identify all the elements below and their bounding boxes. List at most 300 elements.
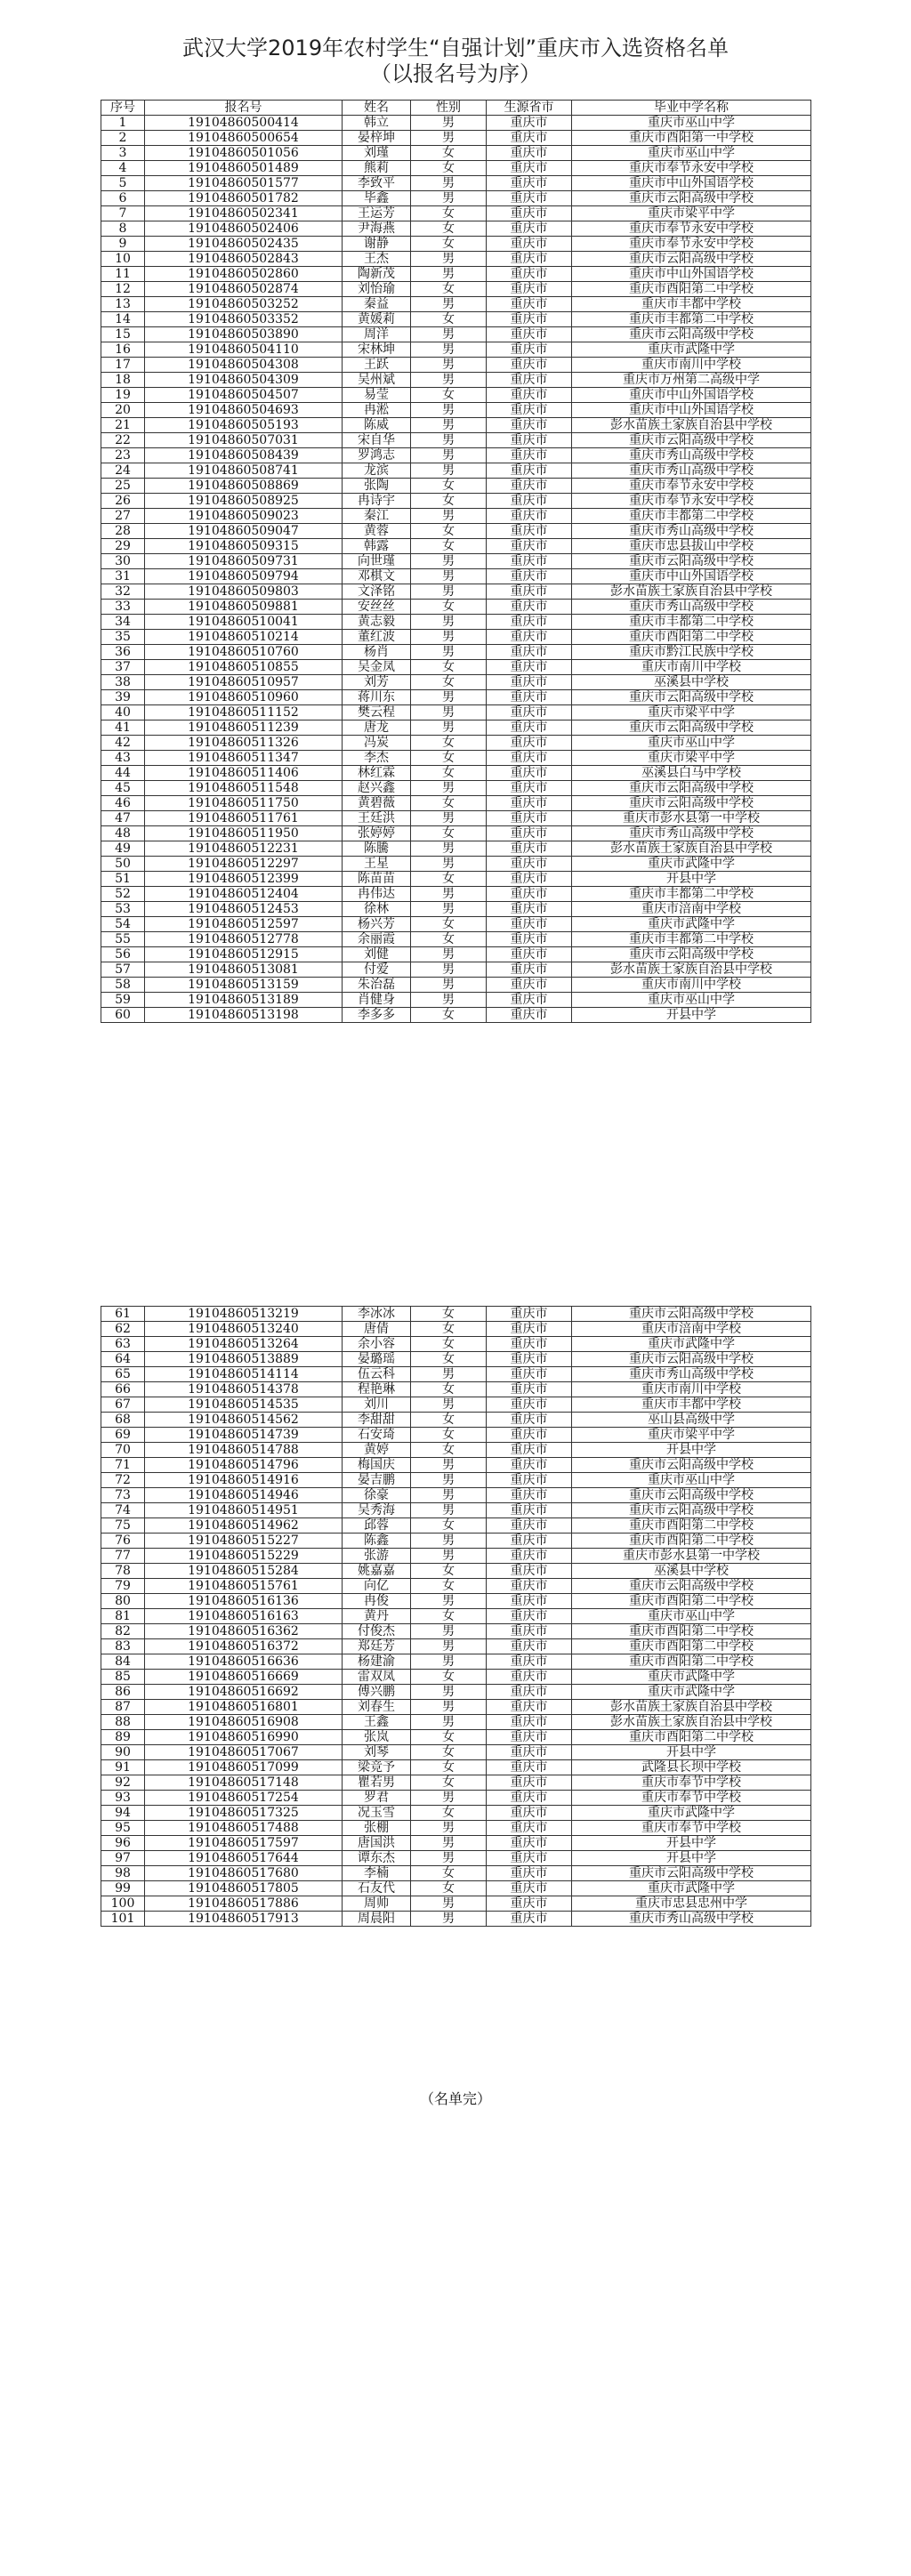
cell-index: 77 [101, 1549, 145, 1564]
cell-registration-number: 19104860502874 [145, 282, 343, 297]
cell-gender: 女 [411, 494, 487, 509]
cell-gender: 男 [411, 811, 487, 826]
cell-origin-province: 重庆市 [487, 1851, 572, 1866]
cell-graduating-school: 开县中学 [572, 1851, 811, 1866]
cell-gender: 男 [411, 690, 487, 705]
cell-index: 61 [101, 1307, 145, 1322]
table-row [101, 1791, 811, 1806]
cell-registration-number: 19104860513264 [145, 1337, 343, 1352]
table-row [101, 116, 811, 131]
cell-gender: 男 [411, 841, 487, 857]
cell-name: 李多多 [343, 1008, 411, 1023]
cell-origin-province: 重庆市 [487, 1473, 572, 1488]
cell-name: 郑廷芳 [343, 1639, 411, 1654]
cell-index: 24 [101, 463, 145, 479]
cell-origin-province: 重庆市 [487, 1821, 572, 1836]
cell-gender: 女 [411, 1413, 487, 1428]
cell-gender: 男 [411, 373, 487, 388]
cell-origin-province: 重庆市 [487, 1503, 572, 1518]
cell-name: 赵兴鑫 [343, 781, 411, 796]
cell-graduating-school: 重庆市武隆中学 [572, 1670, 811, 1685]
cell-index: 31 [101, 569, 145, 584]
cell-registration-number: 19104860511406 [145, 766, 343, 781]
cell-graduating-school: 重庆市梁平中学 [572, 705, 811, 720]
cell-registration-number: 19104860514114 [145, 1367, 343, 1382]
cell-graduating-school: 重庆市奉节中学校 [572, 1821, 811, 1836]
cell-gender: 男 [411, 1685, 487, 1700]
cell-origin-province: 重庆市 [487, 479, 572, 494]
list-end-note: （名单完） [419, 2090, 491, 2107]
cell-name: 付爱 [343, 962, 411, 978]
cell-origin-province: 重庆市 [487, 993, 572, 1008]
cell-graduating-school: 重庆市涪南中学校 [572, 1322, 811, 1337]
cell-origin-province: 重庆市 [487, 1564, 572, 1579]
cell-registration-number: 19104860512399 [145, 872, 343, 887]
cell-graduating-school: 重庆市云阳高级中学校 [572, 947, 811, 962]
cell-index: 74 [101, 1503, 145, 1518]
cell-index: 41 [101, 720, 145, 736]
cell-registration-number: 19104860516692 [145, 1685, 343, 1700]
table-row [101, 373, 811, 388]
cell-graduating-school: 重庆市丰都第二中学校 [572, 509, 811, 524]
cell-gender: 女 [411, 146, 487, 161]
table-row [101, 206, 811, 221]
cell-gender: 男 [411, 993, 487, 1008]
table-row [101, 857, 811, 872]
cell-graduating-school: 重庆市秀山高级中学校 [572, 448, 811, 463]
cell-registration-number: 19104860507031 [145, 433, 343, 448]
cell-name: 陈苗苗 [343, 872, 411, 887]
cell-origin-province: 重庆市 [487, 1775, 572, 1791]
cell-name: 邓棋文 [343, 569, 411, 584]
cell-index: 67 [101, 1397, 145, 1413]
table-row [101, 947, 811, 962]
cell-index: 11 [101, 267, 145, 282]
cell-index: 5 [101, 176, 145, 191]
cell-graduating-school: 重庆市丰都中学校 [572, 297, 811, 312]
cell-name: 朱治磊 [343, 978, 411, 993]
cell-name: 王跃 [343, 358, 411, 373]
cell-origin-province: 重庆市 [487, 418, 572, 433]
cell-graduating-school: 重庆市中山外国语学校 [572, 267, 811, 282]
cell-graduating-school: 重庆市巫山中学 [572, 993, 811, 1008]
cell-index: 6 [101, 191, 145, 206]
cell-index: 27 [101, 509, 145, 524]
cell-gender: 女 [411, 1428, 487, 1443]
cell-graduating-school: 重庆市武隆中学 [572, 1337, 811, 1352]
cell-registration-number: 19104860516163 [145, 1609, 343, 1624]
cell-graduating-school: 重庆市云阳高级中学校 [572, 781, 811, 796]
table-row [101, 267, 811, 282]
cell-graduating-school: 重庆市武隆中学 [572, 1806, 811, 1821]
cell-gender: 女 [411, 736, 487, 751]
cell-name: 王廷洪 [343, 811, 411, 826]
table-row [101, 1851, 811, 1866]
cell-name: 黄碧薇 [343, 796, 411, 811]
cell-index: 83 [101, 1639, 145, 1654]
cell-name: 肖健身 [343, 993, 411, 1008]
cell-origin-province: 重庆市 [487, 358, 572, 373]
table-row [101, 1806, 811, 1821]
table-row [101, 494, 811, 509]
cell-registration-number: 19104860513198 [145, 1008, 343, 1023]
cell-gender: 男 [411, 297, 487, 312]
table-row [101, 479, 811, 494]
cell-graduating-school: 巫山县高级中学 [572, 1413, 811, 1428]
cell-graduating-school: 重庆市云阳高级中学校 [572, 1503, 811, 1518]
table-row [101, 675, 811, 690]
cell-name: 杨肖 [343, 645, 411, 660]
cell-registration-number: 19104860509023 [145, 509, 343, 524]
cell-index: 22 [101, 433, 145, 448]
cell-gender: 男 [411, 1503, 487, 1518]
cell-index: 25 [101, 479, 145, 494]
cell-registration-number: 19104860505193 [145, 418, 343, 433]
cell-registration-number: 19104860501489 [145, 161, 343, 176]
cell-index: 88 [101, 1715, 145, 1730]
cell-name: 刘健 [343, 947, 411, 962]
cell-origin-province: 重庆市 [487, 221, 572, 237]
cell-gender: 男 [411, 509, 487, 524]
cell-graduating-school: 重庆市酉阳第二中学校 [572, 1654, 811, 1670]
cell-name: 张棚 [343, 1821, 411, 1836]
cell-gender: 女 [411, 221, 487, 237]
cell-origin-province: 重庆市 [487, 312, 572, 327]
cell-index: 59 [101, 993, 145, 1008]
cell-graduating-school: 重庆市酉阳第二中学校 [572, 1730, 811, 1745]
roster-table-part2 [101, 1306, 811, 1927]
cell-name: 晏梓坤 [343, 131, 411, 146]
cell-registration-number: 19104860513081 [145, 962, 343, 978]
cell-graduating-school: 重庆市秀山高级中学校 [572, 826, 811, 841]
table-row [101, 826, 811, 841]
cell-gender: 女 [411, 161, 487, 176]
cell-index: 46 [101, 796, 145, 811]
cell-name: 文泽铭 [343, 584, 411, 600]
cell-graduating-school: 重庆市中山外国语学校 [572, 176, 811, 191]
cell-registration-number: 19104860504309 [145, 373, 343, 388]
cell-index: 80 [101, 1594, 145, 1609]
cell-name: 李甜甜 [343, 1413, 411, 1428]
cell-name: 周帅 [343, 1896, 411, 1912]
table-row [101, 221, 811, 237]
cell-registration-number: 19104860511950 [145, 826, 343, 841]
cell-graduating-school: 重庆市云阳高级中学校 [572, 1579, 811, 1594]
cell-graduating-school: 开县中学 [572, 1745, 811, 1760]
cell-gender: 女 [411, 600, 487, 615]
cell-registration-number: 19104860517148 [145, 1775, 343, 1791]
cell-index: 78 [101, 1564, 145, 1579]
cell-graduating-school: 重庆市秀山高级中学校 [572, 600, 811, 615]
cell-graduating-school: 重庆市酉阳第二中学校 [572, 1624, 811, 1639]
cell-graduating-school: 彭水苗族土家族自治县中学校 [572, 1715, 811, 1730]
table-row [101, 342, 811, 358]
cell-registration-number: 19104860516990 [145, 1730, 343, 1745]
cell-name: 周晨阳 [343, 1912, 411, 1927]
table-row [101, 509, 811, 524]
cell-origin-province: 重庆市 [487, 373, 572, 388]
cell-origin-province: 重庆市 [487, 1654, 572, 1670]
cell-name: 雷双凤 [343, 1670, 411, 1685]
cell-origin-province: 重庆市 [487, 705, 572, 720]
cell-name: 向亿 [343, 1579, 411, 1594]
cell-name: 谢静 [343, 237, 411, 252]
cell-origin-province: 重庆市 [487, 645, 572, 660]
cell-registration-number: 19104860517254 [145, 1791, 343, 1806]
cell-name: 刘芳 [343, 675, 411, 690]
cell-origin-province: 重庆市 [487, 1549, 572, 1564]
cell-registration-number: 19104860516669 [145, 1670, 343, 1685]
cell-registration-number: 19104860512453 [145, 902, 343, 917]
cell-gender: 女 [411, 1806, 487, 1821]
header-index: 序号 [101, 101, 145, 116]
cell-gender: 女 [411, 1775, 487, 1791]
cell-index: 96 [101, 1836, 145, 1851]
cell-name: 易莹 [343, 388, 411, 403]
cell-graduating-school: 重庆市酉阳第二中学校 [572, 1639, 811, 1654]
cell-graduating-school: 重庆市奉节永安中学校 [572, 221, 811, 237]
table-row [101, 781, 811, 796]
table-row [101, 766, 811, 781]
cell-registration-number: 19104860513219 [145, 1307, 343, 1322]
table-row [101, 645, 811, 660]
cell-index: 97 [101, 1851, 145, 1866]
cell-registration-number: 19104860501577 [145, 176, 343, 191]
table-row [101, 1745, 811, 1760]
cell-gender: 女 [411, 1564, 487, 1579]
cell-index: 95 [101, 1821, 145, 1836]
cell-graduating-school: 彭水苗族土家族自治县中学校 [572, 584, 811, 600]
cell-index: 7 [101, 206, 145, 221]
cell-origin-province: 重庆市 [487, 766, 572, 781]
cell-registration-number: 19104860503352 [145, 312, 343, 327]
table-row [101, 1866, 811, 1881]
cell-origin-province: 重庆市 [487, 978, 572, 993]
cell-index: 84 [101, 1654, 145, 1670]
cell-registration-number: 19104860510957 [145, 675, 343, 690]
cell-name: 刘瑾 [343, 146, 411, 161]
cell-name: 尹海燕 [343, 221, 411, 237]
table-row [101, 358, 811, 373]
table-row [101, 1549, 811, 1564]
cell-gender: 女 [411, 1307, 487, 1322]
cell-graduating-school: 重庆市云阳高级中学校 [572, 252, 811, 267]
cell-origin-province: 重庆市 [487, 1730, 572, 1745]
cell-registration-number: 19104860512778 [145, 932, 343, 947]
cell-name: 石安琦 [343, 1428, 411, 1443]
cell-name: 徐林 [343, 902, 411, 917]
cell-graduating-school: 重庆市云阳高级中学校 [572, 1458, 811, 1473]
document-title: 武汉大学2019年农村学生“自强计划”重庆市入选资格名单 [182, 36, 729, 60]
cell-index: 42 [101, 736, 145, 751]
cell-graduating-school: 重庆市秀山高级中学校 [572, 524, 811, 539]
cell-origin-province: 重庆市 [487, 237, 572, 252]
cell-gender: 女 [411, 1579, 487, 1594]
table-row [101, 1518, 811, 1534]
table-row [101, 1670, 811, 1685]
cell-origin-province: 重庆市 [487, 584, 572, 600]
cell-registration-number: 19104860514962 [145, 1518, 343, 1534]
cell-index: 30 [101, 554, 145, 569]
cell-registration-number: 19104860517644 [145, 1851, 343, 1866]
table-row [101, 1609, 811, 1624]
cell-origin-province: 重庆市 [487, 962, 572, 978]
cell-name: 秦益 [343, 297, 411, 312]
cell-graduating-school: 重庆市云阳高级中学校 [572, 1352, 811, 1367]
cell-name: 秦江 [343, 509, 411, 524]
cell-index: 85 [101, 1670, 145, 1685]
cell-name: 陈騰 [343, 841, 411, 857]
table-row [101, 1775, 811, 1791]
cell-gender: 男 [411, 615, 487, 630]
cell-gender: 女 [411, 524, 487, 539]
cell-graduating-school: 重庆市涪南中学校 [572, 902, 811, 917]
cell-index: 70 [101, 1443, 145, 1458]
cell-name: 张陶 [343, 479, 411, 494]
table-row [101, 902, 811, 917]
cell-origin-province: 重庆市 [487, 297, 572, 312]
cell-index: 56 [101, 947, 145, 962]
cell-registration-number: 19104860508869 [145, 479, 343, 494]
cell-index: 14 [101, 312, 145, 327]
cell-registration-number: 19104860509881 [145, 600, 343, 615]
cell-origin-province: 重庆市 [487, 252, 572, 267]
cell-origin-province: 重庆市 [487, 841, 572, 857]
table-row [101, 1821, 811, 1836]
cell-graduating-school: 彭水苗族土家族自治县中学校 [572, 962, 811, 978]
cell-origin-province: 重庆市 [487, 161, 572, 176]
cell-graduating-school: 重庆市忠县拔山中学校 [572, 539, 811, 554]
cell-gender: 男 [411, 1549, 487, 1564]
cell-name: 晏璐瑶 [343, 1352, 411, 1367]
cell-gender: 女 [411, 206, 487, 221]
cell-name: 董红波 [343, 630, 411, 645]
cell-index: 89 [101, 1730, 145, 1745]
cell-registration-number: 19104860511750 [145, 796, 343, 811]
cell-registration-number: 19104860511239 [145, 720, 343, 736]
cell-registration-number: 19104860509315 [145, 539, 343, 554]
cell-index: 52 [101, 887, 145, 902]
cell-origin-province: 重庆市 [487, 1579, 572, 1594]
cell-origin-province: 重庆市 [487, 690, 572, 705]
cell-index: 8 [101, 221, 145, 237]
cell-gender: 男 [411, 1488, 487, 1503]
cell-name: 陶新茂 [343, 267, 411, 282]
cell-origin-province: 重庆市 [487, 872, 572, 887]
cell-registration-number: 19104860517099 [145, 1760, 343, 1775]
table-row [101, 1896, 811, 1912]
cell-gender: 女 [411, 282, 487, 297]
cell-index: 12 [101, 282, 145, 297]
cell-gender: 男 [411, 1473, 487, 1488]
cell-gender: 男 [411, 131, 487, 146]
cell-index: 20 [101, 403, 145, 418]
cell-gender: 男 [411, 1896, 487, 1912]
cell-gender: 女 [411, 1745, 487, 1760]
cell-gender: 女 [411, 1866, 487, 1881]
table-row [101, 252, 811, 267]
table-row [101, 932, 811, 947]
table-row [101, 1503, 811, 1518]
table-row [101, 584, 811, 600]
cell-origin-province: 重庆市 [487, 1760, 572, 1775]
cell-origin-province: 重庆市 [487, 932, 572, 947]
cell-gender: 女 [411, 751, 487, 766]
header-gender: 性别 [411, 101, 487, 116]
cell-graduating-school: 重庆市云阳高级中学校 [572, 1866, 811, 1881]
cell-registration-number: 19104860517488 [145, 1821, 343, 1836]
header-origin-province: 生源省市 [487, 101, 572, 116]
table-row [101, 433, 811, 448]
cell-index: 18 [101, 373, 145, 388]
cell-graduating-school: 重庆市奉节永安中学校 [572, 494, 811, 509]
cell-name: 付俊杰 [343, 1624, 411, 1639]
cell-index: 37 [101, 660, 145, 675]
cell-graduating-school: 彭水苗族土家族自治县中学校 [572, 418, 811, 433]
cell-gender: 男 [411, 887, 487, 902]
cell-name: 冉俊 [343, 1594, 411, 1609]
cell-graduating-school: 重庆市武隆中学 [572, 342, 811, 358]
cell-graduating-school: 彭水苗族土家族自治县中学校 [572, 1700, 811, 1715]
cell-name: 余小容 [343, 1337, 411, 1352]
cell-graduating-school: 开县中学 [572, 1836, 811, 1851]
cell-index: 34 [101, 615, 145, 630]
cell-registration-number: 19104860514739 [145, 1428, 343, 1443]
cell-name: 陈鑫 [343, 1534, 411, 1549]
cell-gender: 女 [411, 1352, 487, 1367]
cell-origin-province: 重庆市 [487, 1443, 572, 1458]
cell-gender: 男 [411, 463, 487, 479]
cell-origin-province: 重庆市 [487, 206, 572, 221]
cell-name: 王星 [343, 857, 411, 872]
table-row [101, 1337, 811, 1352]
cell-graduating-school: 重庆市巫山中学 [572, 146, 811, 161]
cell-registration-number: 19104860508741 [145, 463, 343, 479]
table-row [101, 1397, 811, 1413]
cell-origin-province: 重庆市 [487, 857, 572, 872]
cell-origin-province: 重庆市 [487, 917, 572, 932]
cell-origin-province: 重庆市 [487, 1008, 572, 1023]
cell-graduating-school: 重庆市秀山高级中学校 [572, 463, 811, 479]
cell-registration-number: 19104860517680 [145, 1866, 343, 1881]
cell-origin-province: 重庆市 [487, 947, 572, 962]
cell-name: 熊莉 [343, 161, 411, 176]
cell-origin-province: 重庆市 [487, 191, 572, 206]
cell-origin-province: 重庆市 [487, 131, 572, 146]
cell-name: 刘川 [343, 1397, 411, 1413]
cell-registration-number: 19104860510855 [145, 660, 343, 675]
table-row [101, 615, 811, 630]
cell-name: 黄志毅 [343, 615, 411, 630]
cell-origin-province: 重庆市 [487, 267, 572, 282]
cell-gender: 女 [411, 660, 487, 675]
cell-graduating-school: 重庆市丰都第二中学校 [572, 615, 811, 630]
cell-gender: 男 [411, 1836, 487, 1851]
cell-gender: 男 [411, 1534, 487, 1549]
cell-name: 李冰冰 [343, 1307, 411, 1322]
cell-index: 26 [101, 494, 145, 509]
cell-index: 39 [101, 690, 145, 705]
table-row [101, 1352, 811, 1367]
cell-graduating-school: 重庆市中山外国语学校 [572, 403, 811, 418]
cell-graduating-school: 重庆市云阳高级中学校 [572, 327, 811, 342]
cell-gender: 男 [411, 1639, 487, 1654]
cell-graduating-school: 重庆市中山外国语学校 [572, 569, 811, 584]
table-row [101, 978, 811, 993]
cell-gender: 男 [411, 1851, 487, 1866]
cell-origin-province: 重庆市 [487, 781, 572, 796]
cell-origin-province: 重庆市 [487, 1594, 572, 1609]
